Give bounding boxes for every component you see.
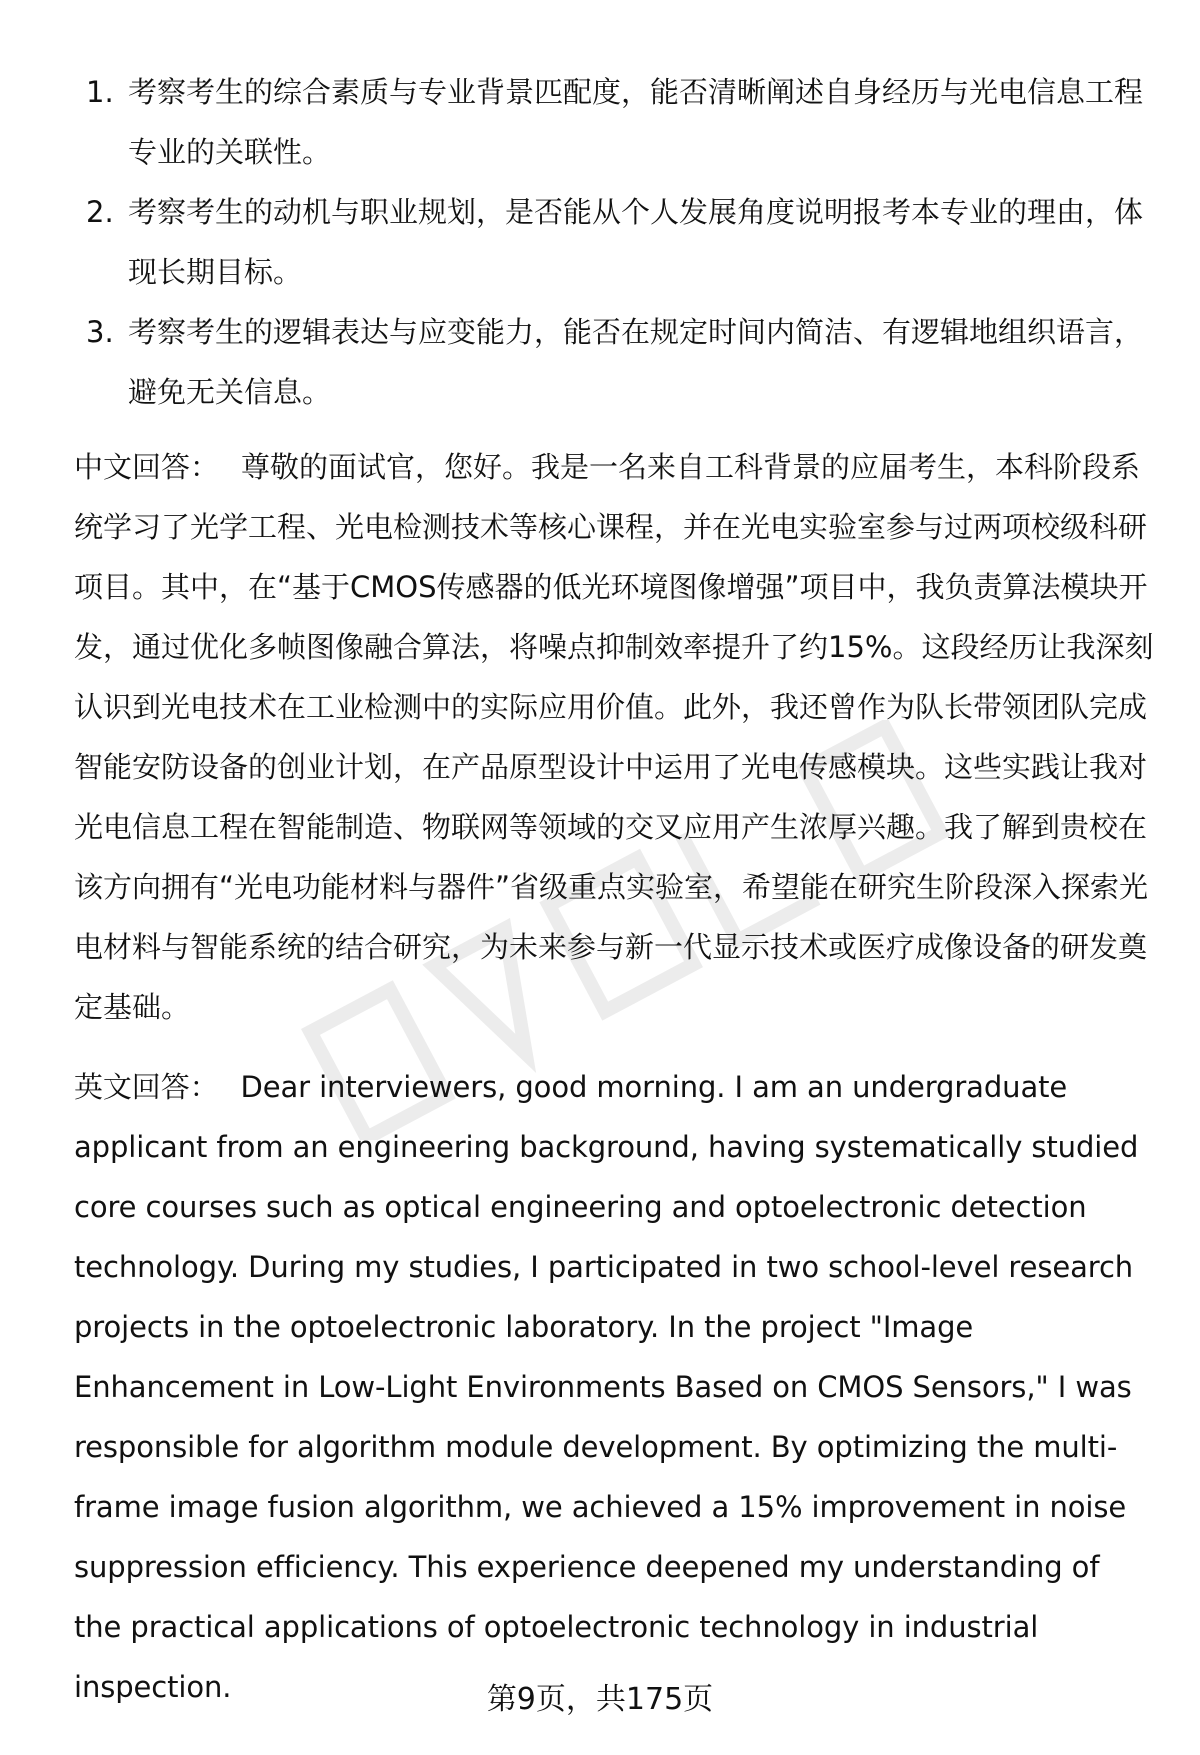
list-item-number: 2.	[86, 195, 114, 229]
chinese-answer-text: 尊敬的面试官，您好。我是一名来自工科背景的应届考生，本科阶段系统学习了光学工程、光电检测技术等核心课程，并在光电实验室参与过两项校级科研项目。其中，在“基于CMOS传感器的低光环境图像增强”项目中，我负责算法模块开发，通过优化多帧图像融合算法，将噪点抑制效率提升了约15%。这段经历让我深刻认识到光电技术在工业检测中的实际应用价值。此外，我还曾作为队长带领团队完成智能安防设备的创业计划，在产品原型设计中运用了光电传感模块。这些实践让我对光电信息工程在智能制造、物联网等领域的交叉应用产生浓厚兴趣。我了解到贵校在该方向拥有“光电功能材料与器件”省级重点实验室，希望能在研究生阶段深入探索光电材料与智能系统的结合研究，为未来参与新一代显示技术或医疗成像设备的研发奠定基础。	[74, 450, 1154, 1024]
list-item-text: 考察考生的逻辑表达与应变能力，能否在规定时间内简洁、有逻辑地组织语言，避免无关信息。	[128, 315, 1144, 409]
list-item	[74, 182, 1154, 302]
list-item-text: 考察考生的综合素质与专业背景匹配度，能否清晰阐述自身经历与光电信息工程专业的关联性。	[128, 75, 1144, 169]
list-item-number: 1.	[86, 75, 114, 109]
page-footer	[0, 1680, 1200, 1720]
chinese-answer-label: 中文回答：	[74, 450, 220, 484]
page-number: 第9页，共175页	[486, 1682, 714, 1717]
english-answer	[74, 1057, 1154, 1717]
page-content	[74, 62, 1154, 1717]
english-answer-text: Dear interviewers, good morning. I am an undergraduate applicant from an engineering background, having systematically studied core courses such as optical engineering and optoelectronic detection technology. During my studies, I participated in two school-level research projects in the optoelectronic laboratory. In the project "Image Enhancement in Low-Light Environments Based on CMOS Sensors," I was responsible for algorithm module development. By optimizing the multi-frame image fusion algorithm, we achieved a 15% improvement in noise suppression efficiency. This experience deepened my understanding of the practical applications of optoelectronic technology in industrial inspection.	[74, 1070, 1139, 1704]
english-answer-label: 英文回答：	[74, 1070, 219, 1104]
chinese-answer	[74, 437, 1154, 1037]
list-item	[74, 62, 1154, 182]
list-item-number: 3.	[86, 315, 114, 349]
criteria-list	[74, 62, 1154, 422]
list-item	[74, 302, 1154, 422]
list-item-text: 考察考生的动机与职业规划，是否能从个人发展角度说明报考本专业的理由，体现长期目标。	[128, 195, 1144, 289]
